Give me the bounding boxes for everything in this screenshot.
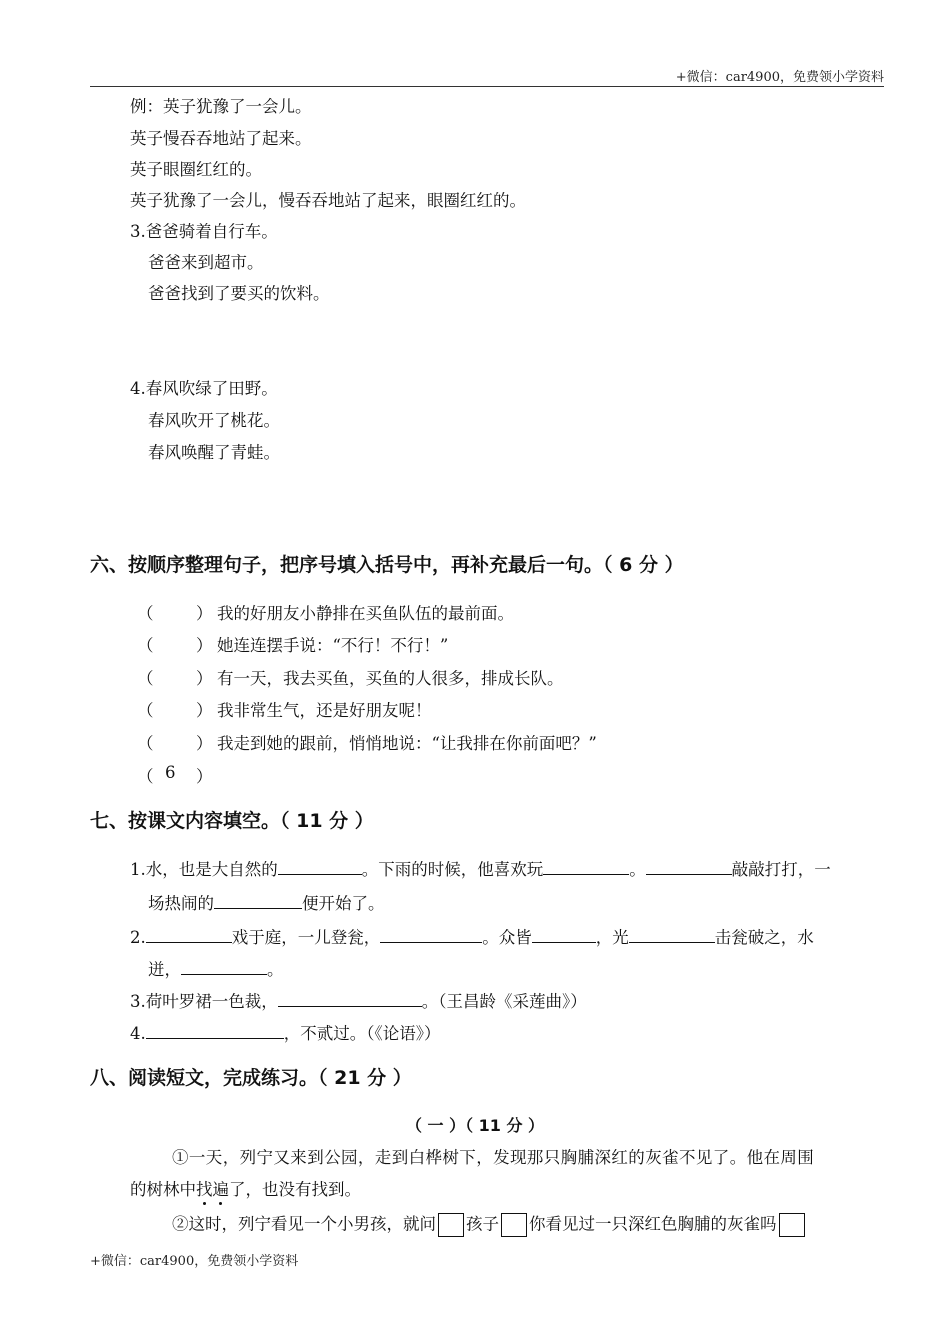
paren-open: （ <box>137 767 154 786</box>
fill-text: 3.荷叶罗裙一色裁， <box>130 992 278 1011</box>
paren-open: （ <box>137 636 154 655</box>
example-line-2: 英子慢吞吞地站了起来。 <box>130 129 312 148</box>
fill-text: 。（王昌龄《采莲曲》） <box>421 992 587 1011</box>
reading-text: 了，也没有找到。 <box>229 1180 361 1199</box>
answer-blank[interactable] <box>532 924 596 943</box>
header-watermark: +微信：car4900，免费领小学资料 <box>675 70 884 85</box>
fill-text: ，光 <box>595 928 629 947</box>
q4-line-3: 春风唤醒了青蛙。 <box>148 443 280 462</box>
answer-blank[interactable] <box>380 924 482 943</box>
reading-paragraph-2 <box>172 1213 807 1237</box>
reading-text: ②这时，列宁看见一个小男孩，就问 <box>172 1214 436 1234</box>
q3-line-2: 爸爸来到超市。 <box>148 253 264 272</box>
fill-text: ，不贰过。（《论语》） <box>283 1024 441 1043</box>
paren-open: （ <box>137 604 154 623</box>
paren-close: ） <box>196 734 213 753</box>
example-line-3: 英子眼圈红红的。 <box>130 160 262 179</box>
footer-watermark: +微信：car4900，免费领小学资料 <box>90 1254 299 1269</box>
reading-text: 孩子 <box>466 1214 499 1234</box>
q4-line-1: 4.春风吹绿了田野。 <box>130 379 278 398</box>
fill-text: 击瓮破之，水 <box>714 928 814 947</box>
section7-title: 七、按课文内容填空。（ 11 分 ） <box>90 810 374 832</box>
answer-blank[interactable] <box>278 988 422 1007</box>
fill-text: 场热闹的 <box>148 894 214 913</box>
fill-q2-line2 <box>148 956 284 981</box>
fill-text: 戏于庭，一儿登瓮， <box>231 928 381 947</box>
reading-text: 你看见过一只深红色胸脯的灰雀吗 <box>529 1214 777 1234</box>
order-item-text: 我的好朋友小静排在买鱼队伍的最前面。 <box>217 604 514 623</box>
fill-text: 敲敲打打，一 <box>731 860 831 879</box>
fill-text: 2. <box>130 928 146 947</box>
section6-title: 六、按顺序整理句子，把序号填入括号中，再补充最后一句。（ 6 分 ） <box>90 554 684 576</box>
fill-q3 <box>130 988 587 1013</box>
order-item-text: 我非常生气，还是好朋友呢！ <box>217 701 432 720</box>
reading-text: 的树林中 <box>130 1180 196 1199</box>
answer-blank[interactable] <box>181 956 267 975</box>
punctuation-box[interactable] <box>779 1213 805 1237</box>
answer-blank[interactable] <box>646 856 732 875</box>
dotted-char: 遍 <box>212 1180 229 1199</box>
fill-q1-line2 <box>148 890 385 915</box>
fill-text: 便开始了。 <box>302 894 385 913</box>
punctuation-box[interactable] <box>501 1213 527 1237</box>
fill-text: 4. <box>130 1024 146 1043</box>
fill-text: 1.水，也是大自然的 <box>130 860 278 879</box>
punctuation-box[interactable] <box>438 1213 464 1237</box>
example-line-4: 英子犹豫了一会儿，慢吞吞地站了起来，眼圈红红的。 <box>130 191 526 210</box>
paren-close: ） <box>196 701 213 720</box>
paren-open: （ <box>137 669 154 688</box>
answer-blank[interactable] <box>543 856 629 875</box>
order-item-text: 她连连摆手说：“不行！不行！” <box>217 636 449 655</box>
order-item-text: 我走到她的跟前，悄悄地说：“让我排在你前面吧？” <box>217 734 597 753</box>
answer-blank[interactable] <box>214 890 302 909</box>
answer-blank[interactable] <box>146 1020 284 1039</box>
answer-blank[interactable] <box>146 924 232 943</box>
fill-q2-line1 <box>130 924 814 949</box>
paren-close: ） <box>196 767 213 786</box>
paren-close: ） <box>196 669 213 688</box>
answer-blank[interactable] <box>278 856 362 875</box>
paren-open: （ <box>137 701 154 720</box>
order-item-text: 有一天，我去买鱼，买鱼的人很多，排成长队。 <box>217 669 564 688</box>
reading-paragraph-1: ①一天，列宁又来到公园，走到白桦树下，发现那只胸脯深红的灰雀不见了。他在周围 <box>172 1148 815 1167</box>
q4-line-2: 春风吹开了桃花。 <box>148 411 280 430</box>
fill-text: 。下雨的时候，他喜欢玩 <box>361 860 544 879</box>
paren-close: ） <box>196 636 213 655</box>
header-rule <box>90 86 884 87</box>
q3-line-3: 爸爸找到了要买的饮料。 <box>148 284 330 303</box>
fill-text: 。众皆 <box>482 928 532 947</box>
order-number: 6 <box>165 763 176 782</box>
q3-line-1: 3.爸爸骑着自行车。 <box>130 222 278 241</box>
fill-text: 迸， <box>148 960 181 979</box>
section8-subtitle: （ 一 ）（ 11 分 ） <box>405 1116 545 1135</box>
dotted-char: 找 <box>196 1180 213 1199</box>
section8-title: 八、阅读短文，完成练习。（ 21 分 ） <box>90 1067 412 1089</box>
answer-blank[interactable] <box>629 924 715 943</box>
reading-paragraph-1-cont <box>130 1179 361 1201</box>
fill-q1-line1 <box>130 856 831 881</box>
paren-close: ） <box>196 604 213 623</box>
fill-text: 。 <box>267 960 284 979</box>
fill-text: 。 <box>629 860 646 879</box>
example-line-1: 例：英子犹豫了一会儿。 <box>130 97 312 116</box>
fill-q4 <box>130 1020 441 1045</box>
paren-open: （ <box>137 734 154 753</box>
